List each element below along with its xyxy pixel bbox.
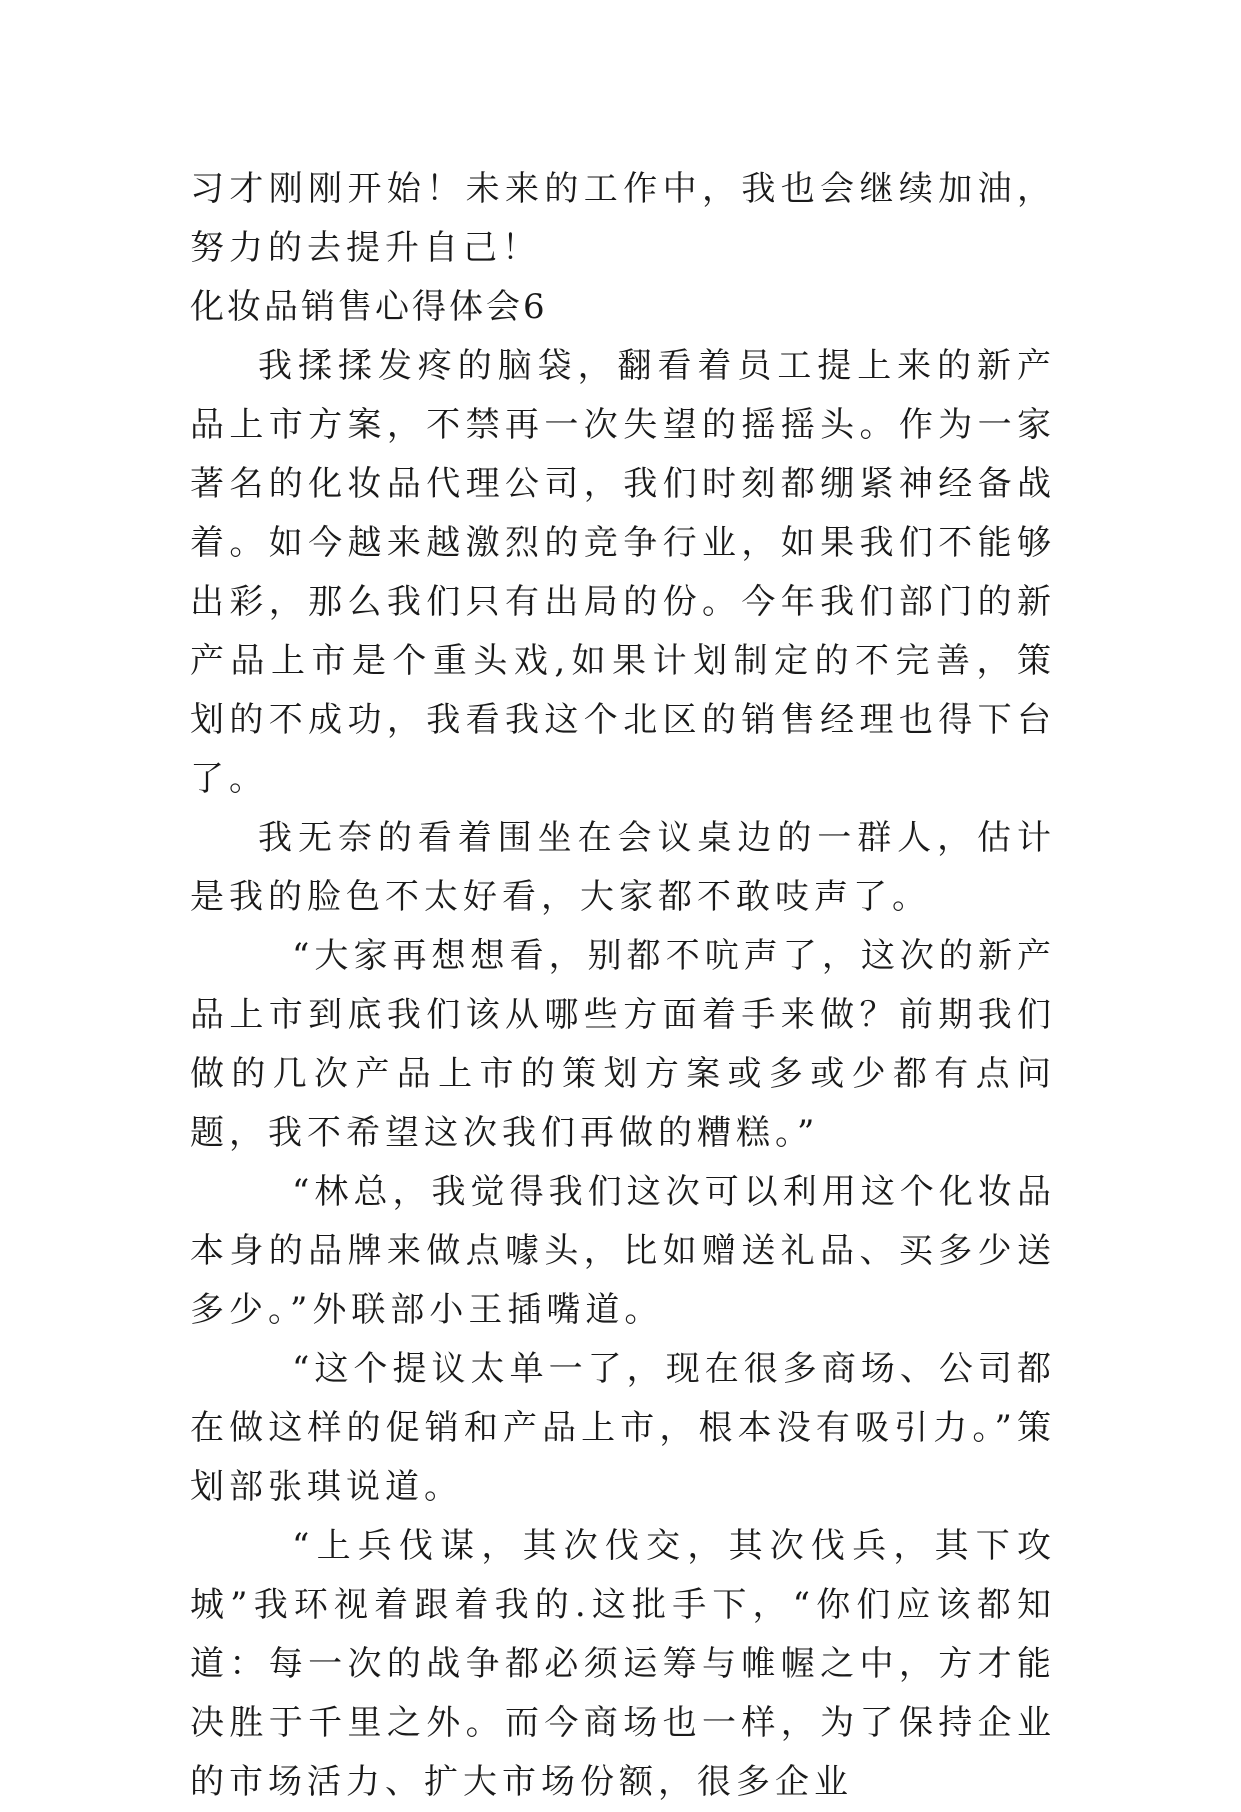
- paragraph-dialogue: “大家再想想看，别都不吭声了，这次的新产品上市到底我们该从哪些方面着手来做？前期我们做的几次产品上市的策划方案或多或少都有点问题，我不希望这次我们再做的糟糕。”: [190, 936, 1056, 1153]
- paragraph-dialogue: “上兵伐谋，其次伐交，其次伐兵，其下攻城”我环视着跟着我的.这批手下，“你们应该都知道：每一次的战争都必须运筹与帷幄之中，方才能决胜于千里之外。而今商场也一样，为了保持企业的市场活力、扩大市场份额，很多企业: [190, 1526, 1056, 1802]
- document-body: [190, 160, 1056, 1812]
- paragraph: 我揉揉发疼的脑袋，翻看着员工提上来的新产品上市方案，不禁再一次失望的摇摇头。作为一家著名的化妆品代理公司，我们时刻都绷紧神经备战着。如今越来越激烈的竞争行业，如果我们不能够出彩，那么我们只有出局的份。今年我们部门的新产品上市是个重头戏,如果计划制定的不完善，策划的不成功，我看我这个北区的销售经理也得下台了。: [190, 346, 1056, 799]
- section-heading: 化妆品销售心得体会6: [190, 287, 548, 327]
- paragraph-dialogue: “这个提议太单一了，现在很多商场、公司都在做这样的促销和产品上市，根本没有吸引力。”策划部张琪说道。: [190, 1349, 1056, 1507]
- paragraph: 我无奈的看着围坐在会议桌边的一群人，估计是我的脸色不太好看，大家都不敢吱声了。: [190, 818, 1056, 917]
- paragraph-continuation: 习才刚刚开始！未来的工作中，我也会继续加油，努力的去提升自己！: [190, 169, 1056, 268]
- paragraph-dialogue: “林总，我觉得我们这次可以利用这个化妆品本身的品牌来做点噱头，比如赠送礼品、买多少送多少。”外联部小王插嘴道。: [190, 1172, 1056, 1330]
